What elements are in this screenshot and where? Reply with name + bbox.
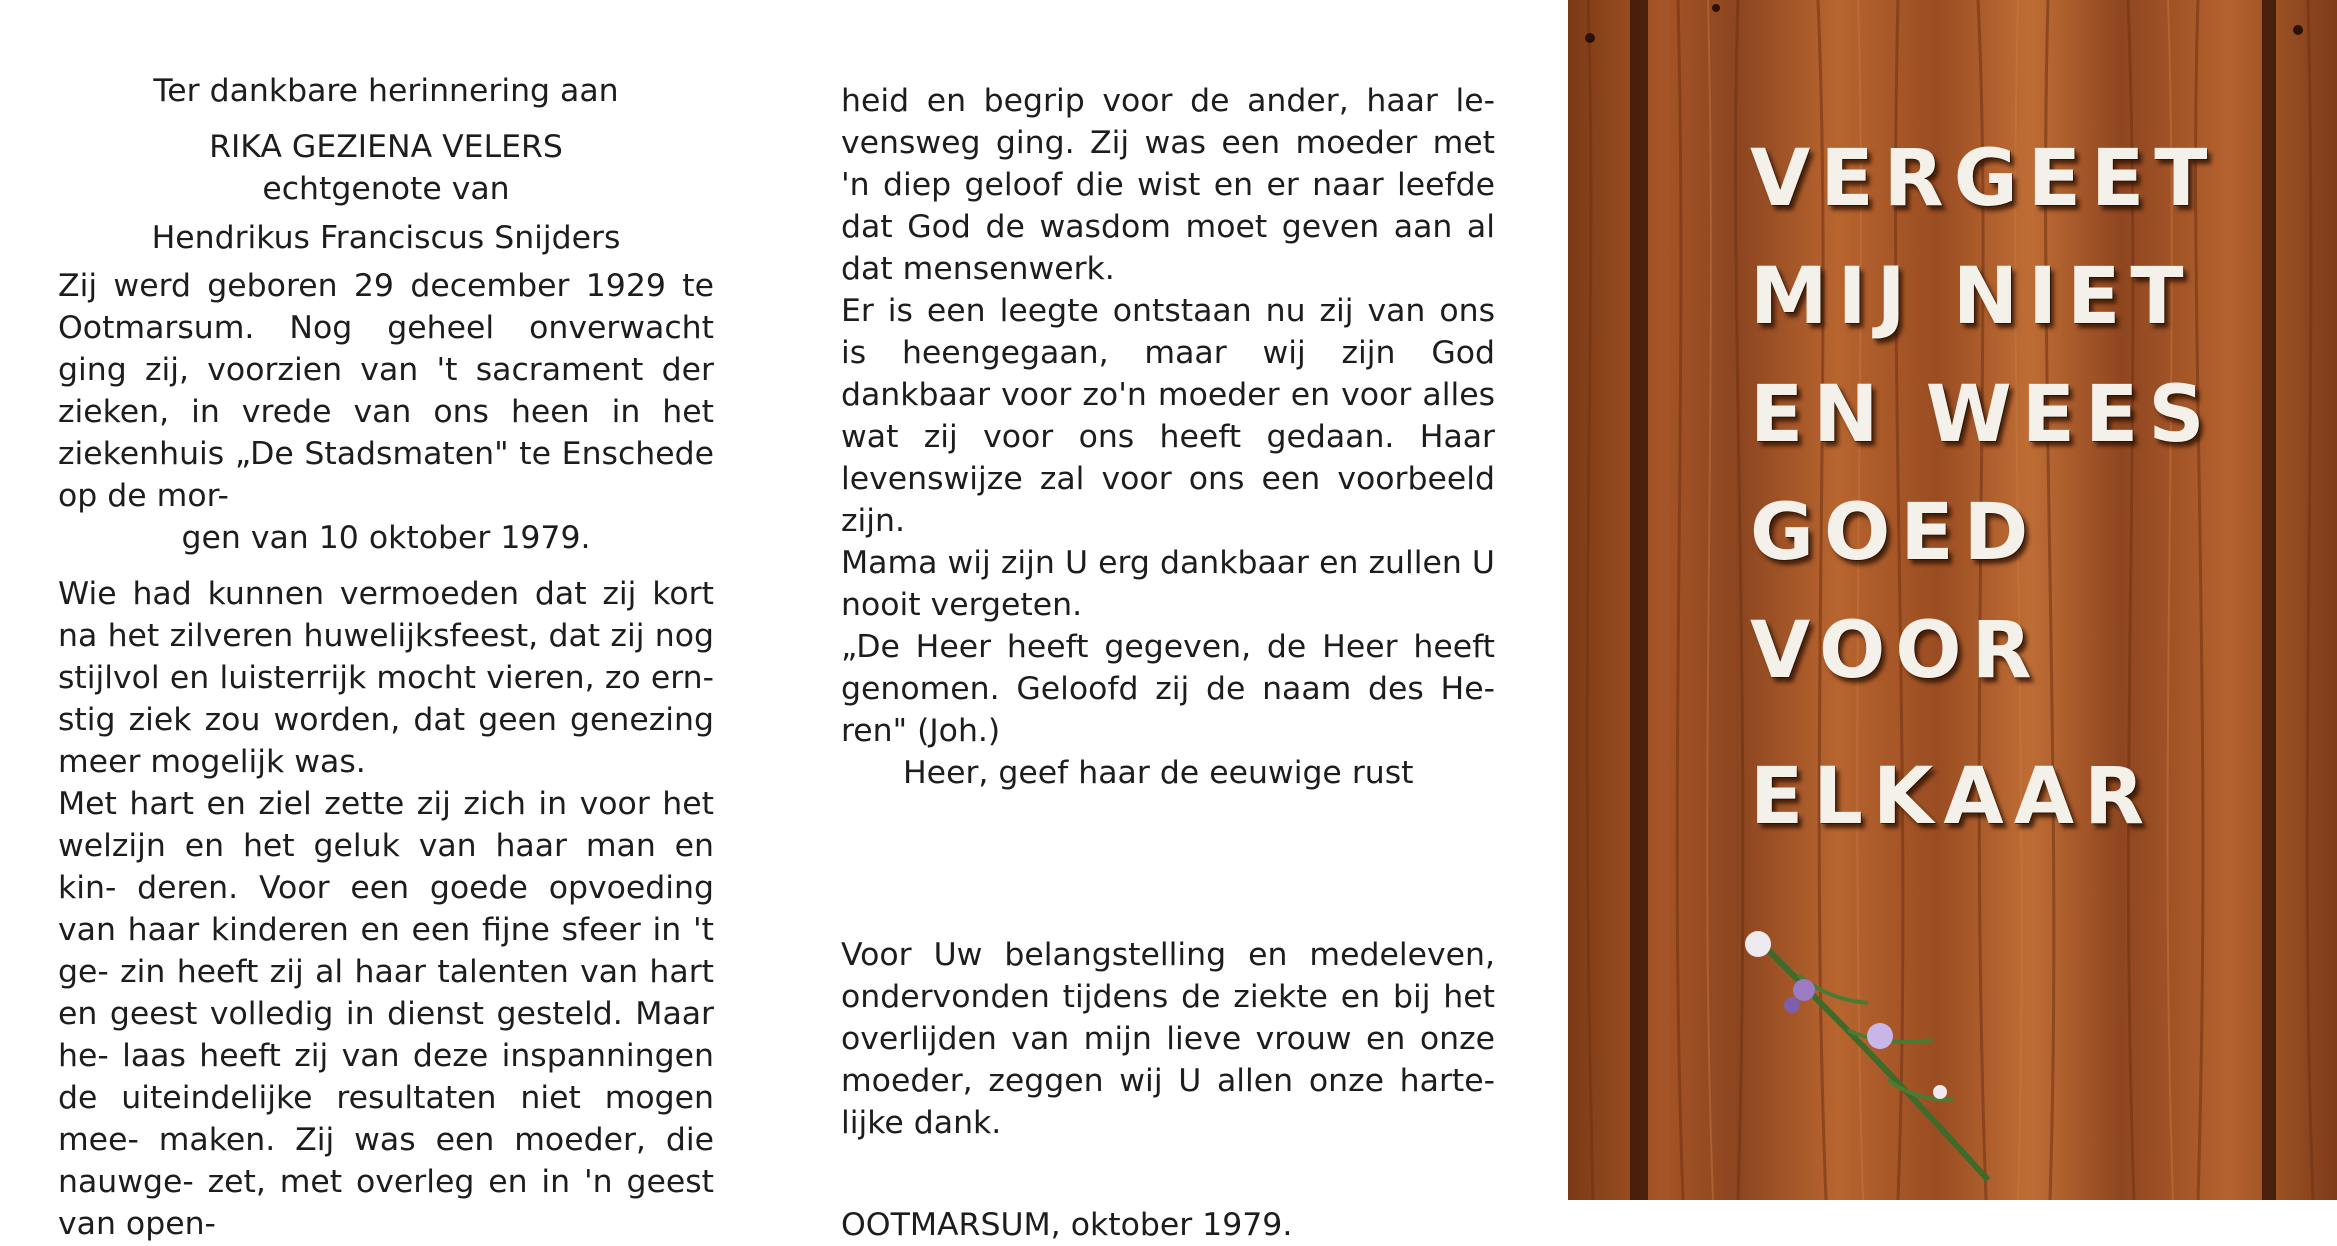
paragraph-1: Wie had kunnen vermoeden dat zij kort na het zilveren huwelijksfeest, dat zij nog stijlvol en luisterrijk mocht vieren, zo ern- stig ziek zou worden, dat geen genezing meer mogelijk was.: [58, 576, 714, 780]
place-date: OOTMARSUM, oktober 1979.: [841, 1207, 1293, 1243]
paragraph-3: heid en begrip voor de ander, haar le- vensweg ging. Zij was een moeder met 'n diep geloof die wist en er naar leefde dat God de wasdom moet geven aan al dat mensenwerk.: [841, 83, 1495, 287]
thanks-paragraph: Voor Uw belangstelling en medeleven, ondervonden tijdens de ziekte en bij het overlijden van mijn lieve vrouw en onze moeder, zeggen wij U allen onze harte- lijke dank.: [841, 937, 1495, 1141]
spouse-name: Hendrikus Franciscus Snijders: [151, 220, 621, 256]
bible-quote: „De Heer heeft gegeven, de Heer heeft genomen. Geloofd zij de naam des He- ren" (Joh.): [841, 629, 1495, 749]
sign-line-2: MIJ NIET: [1750, 252, 2194, 342]
deceased-name: RIKA GEZIENA VELERS: [209, 129, 563, 165]
middle-text-column: [841, 0, 1495, 1246]
birth-paragraph-end: gen van 10 oktober 1979.: [181, 520, 591, 556]
spouse-label: echtgenote van: [262, 171, 510, 207]
sign-line-4: GOED: [1750, 488, 2039, 578]
flower-sprig: [1745, 931, 1988, 1180]
paragraph-2: Met hart en ziel zette zij zich in voor het welzijn en het geluk van haar man en kin- deren. Voor een goede opvoeding van haar kinderen en een fijne sfeer in 't ge- zin heeft zij al haar talenten van hart en geest volledig in dienst gesteld. Maar he- laas heeft zij van deze inspanningen de uiteindelijke resultaten niet mogen mee- maken. Zij was een moeder, die nauwge- zet, met overleg en in 'n geest van open-: [58, 786, 714, 1242]
sign-line-6: ELKAAR: [1750, 752, 2155, 842]
left-text-column: [58, 0, 714, 1245]
intro-line: Ter dankbare herinnering aan: [153, 73, 619, 109]
sign-line-5: VOOR: [1750, 606, 2042, 696]
birth-paragraph: Zij werd geboren 29 december 1929 te Ootmarsum. Nog geheel onverwacht ging zij, voorzien van 't sacrament der zieken, in vrede van ons heen in het ziekenhuis „De Stadsmaten" te Enschede op de mor-: [58, 268, 714, 514]
sign-line-1: VERGEET: [1750, 134, 2218, 224]
paragraph-4: Er is een leegte ontstaan nu zij van ons is heengegaan, maar wij zijn God dankbaar voor zo'n moeder en voor alles wat zij voor ons heeft gedaan. Haar levenswijze zal voor ons een voorbeeld zijn.: [841, 293, 1495, 539]
prayer-line: Heer, geef haar de eeuwige rust: [903, 755, 1414, 791]
wood-plank-photo: [1568, 0, 2337, 1200]
paragraph-5: Mama wij zijn U erg dankbaar en zullen U nooit vergeten.: [841, 545, 1495, 623]
sign-line-3: EN WEES: [1750, 370, 2215, 460]
